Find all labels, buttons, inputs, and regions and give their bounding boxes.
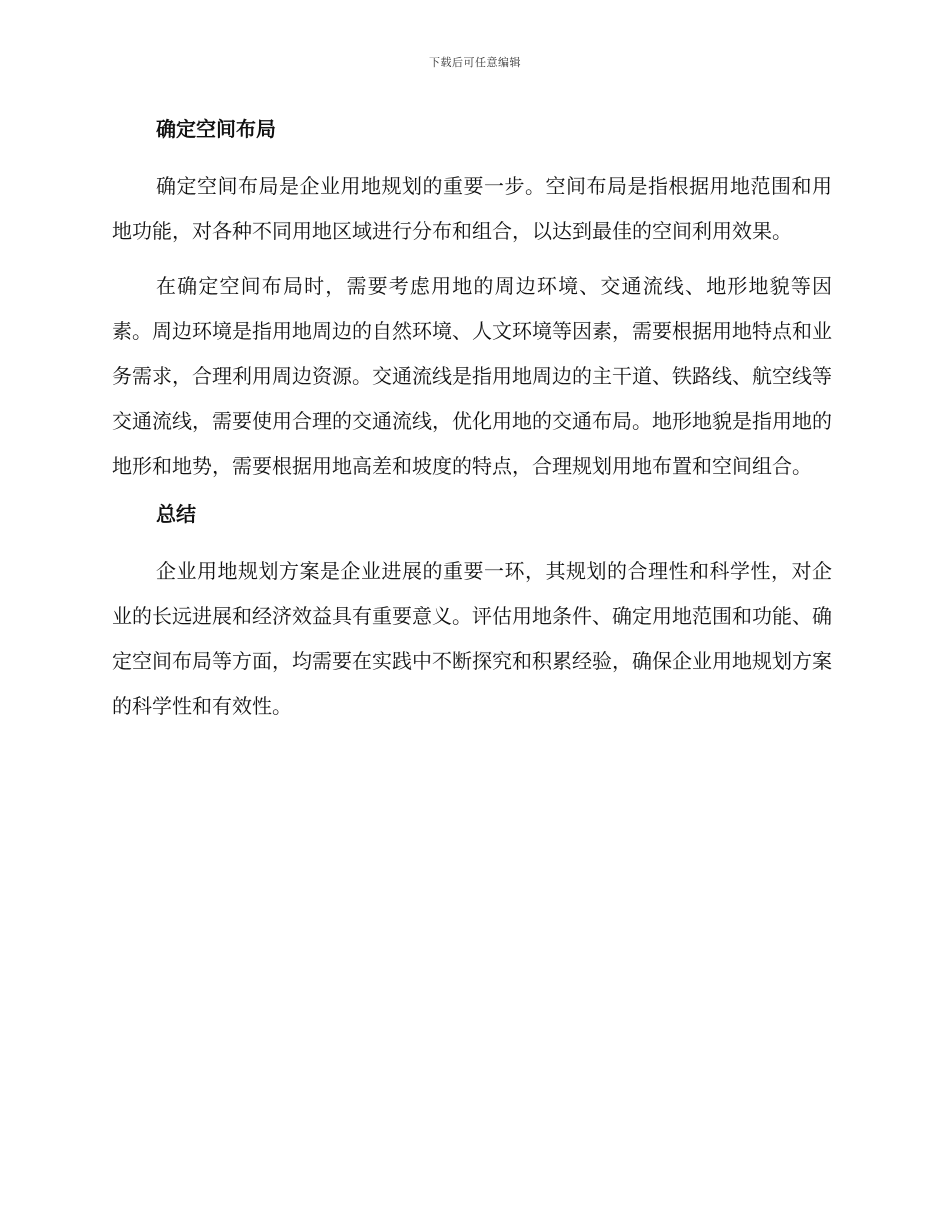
page-header: 下载后可任意编辑 (429, 56, 521, 69)
section-heading: 确定空间布局 (156, 117, 276, 141)
section-spatial-layout (112, 112, 832, 489)
section-summary (112, 497, 832, 729)
section-heading: 总结 (156, 502, 196, 526)
document-body (112, 112, 832, 729)
paragraph: 在确定空间布局时，需要考虑用地的周边环境、交通流线、地形地貌等因素。周边环境是指用地周边的自然环境、人文环境等因素，需要根据用地特点和业务需求，合理利用周边资源。交通流线是指用地周边的主干道、铁路线、航空线等交通流线，需要使用合理的交通流线，优化用地的交通布局。地形地貌是指用地的地形和地势，需要根据用地高差和坡度的特点，合理规划用地布置和空间组合。 (112, 274, 832, 478)
paragraph: 企业用地规划方案是企业进展的重要一环，其规划的合理性和科学性，对企业的长远进展和经济效益具有重要意义。评估用地条件、确定用地范围和功能、确定空间布局等方面，均需要在实践中不断探究和积累经验，确保企业用地规划方案的科学性和有效性。 (112, 559, 832, 718)
paragraph: 确定空间布局是企业用地规划的重要一步。空间布局是指根据用地范围和用地功能，对各种不同用地区域进行分布和组合，以达到最佳的空间利用效果。 (112, 174, 832, 243)
